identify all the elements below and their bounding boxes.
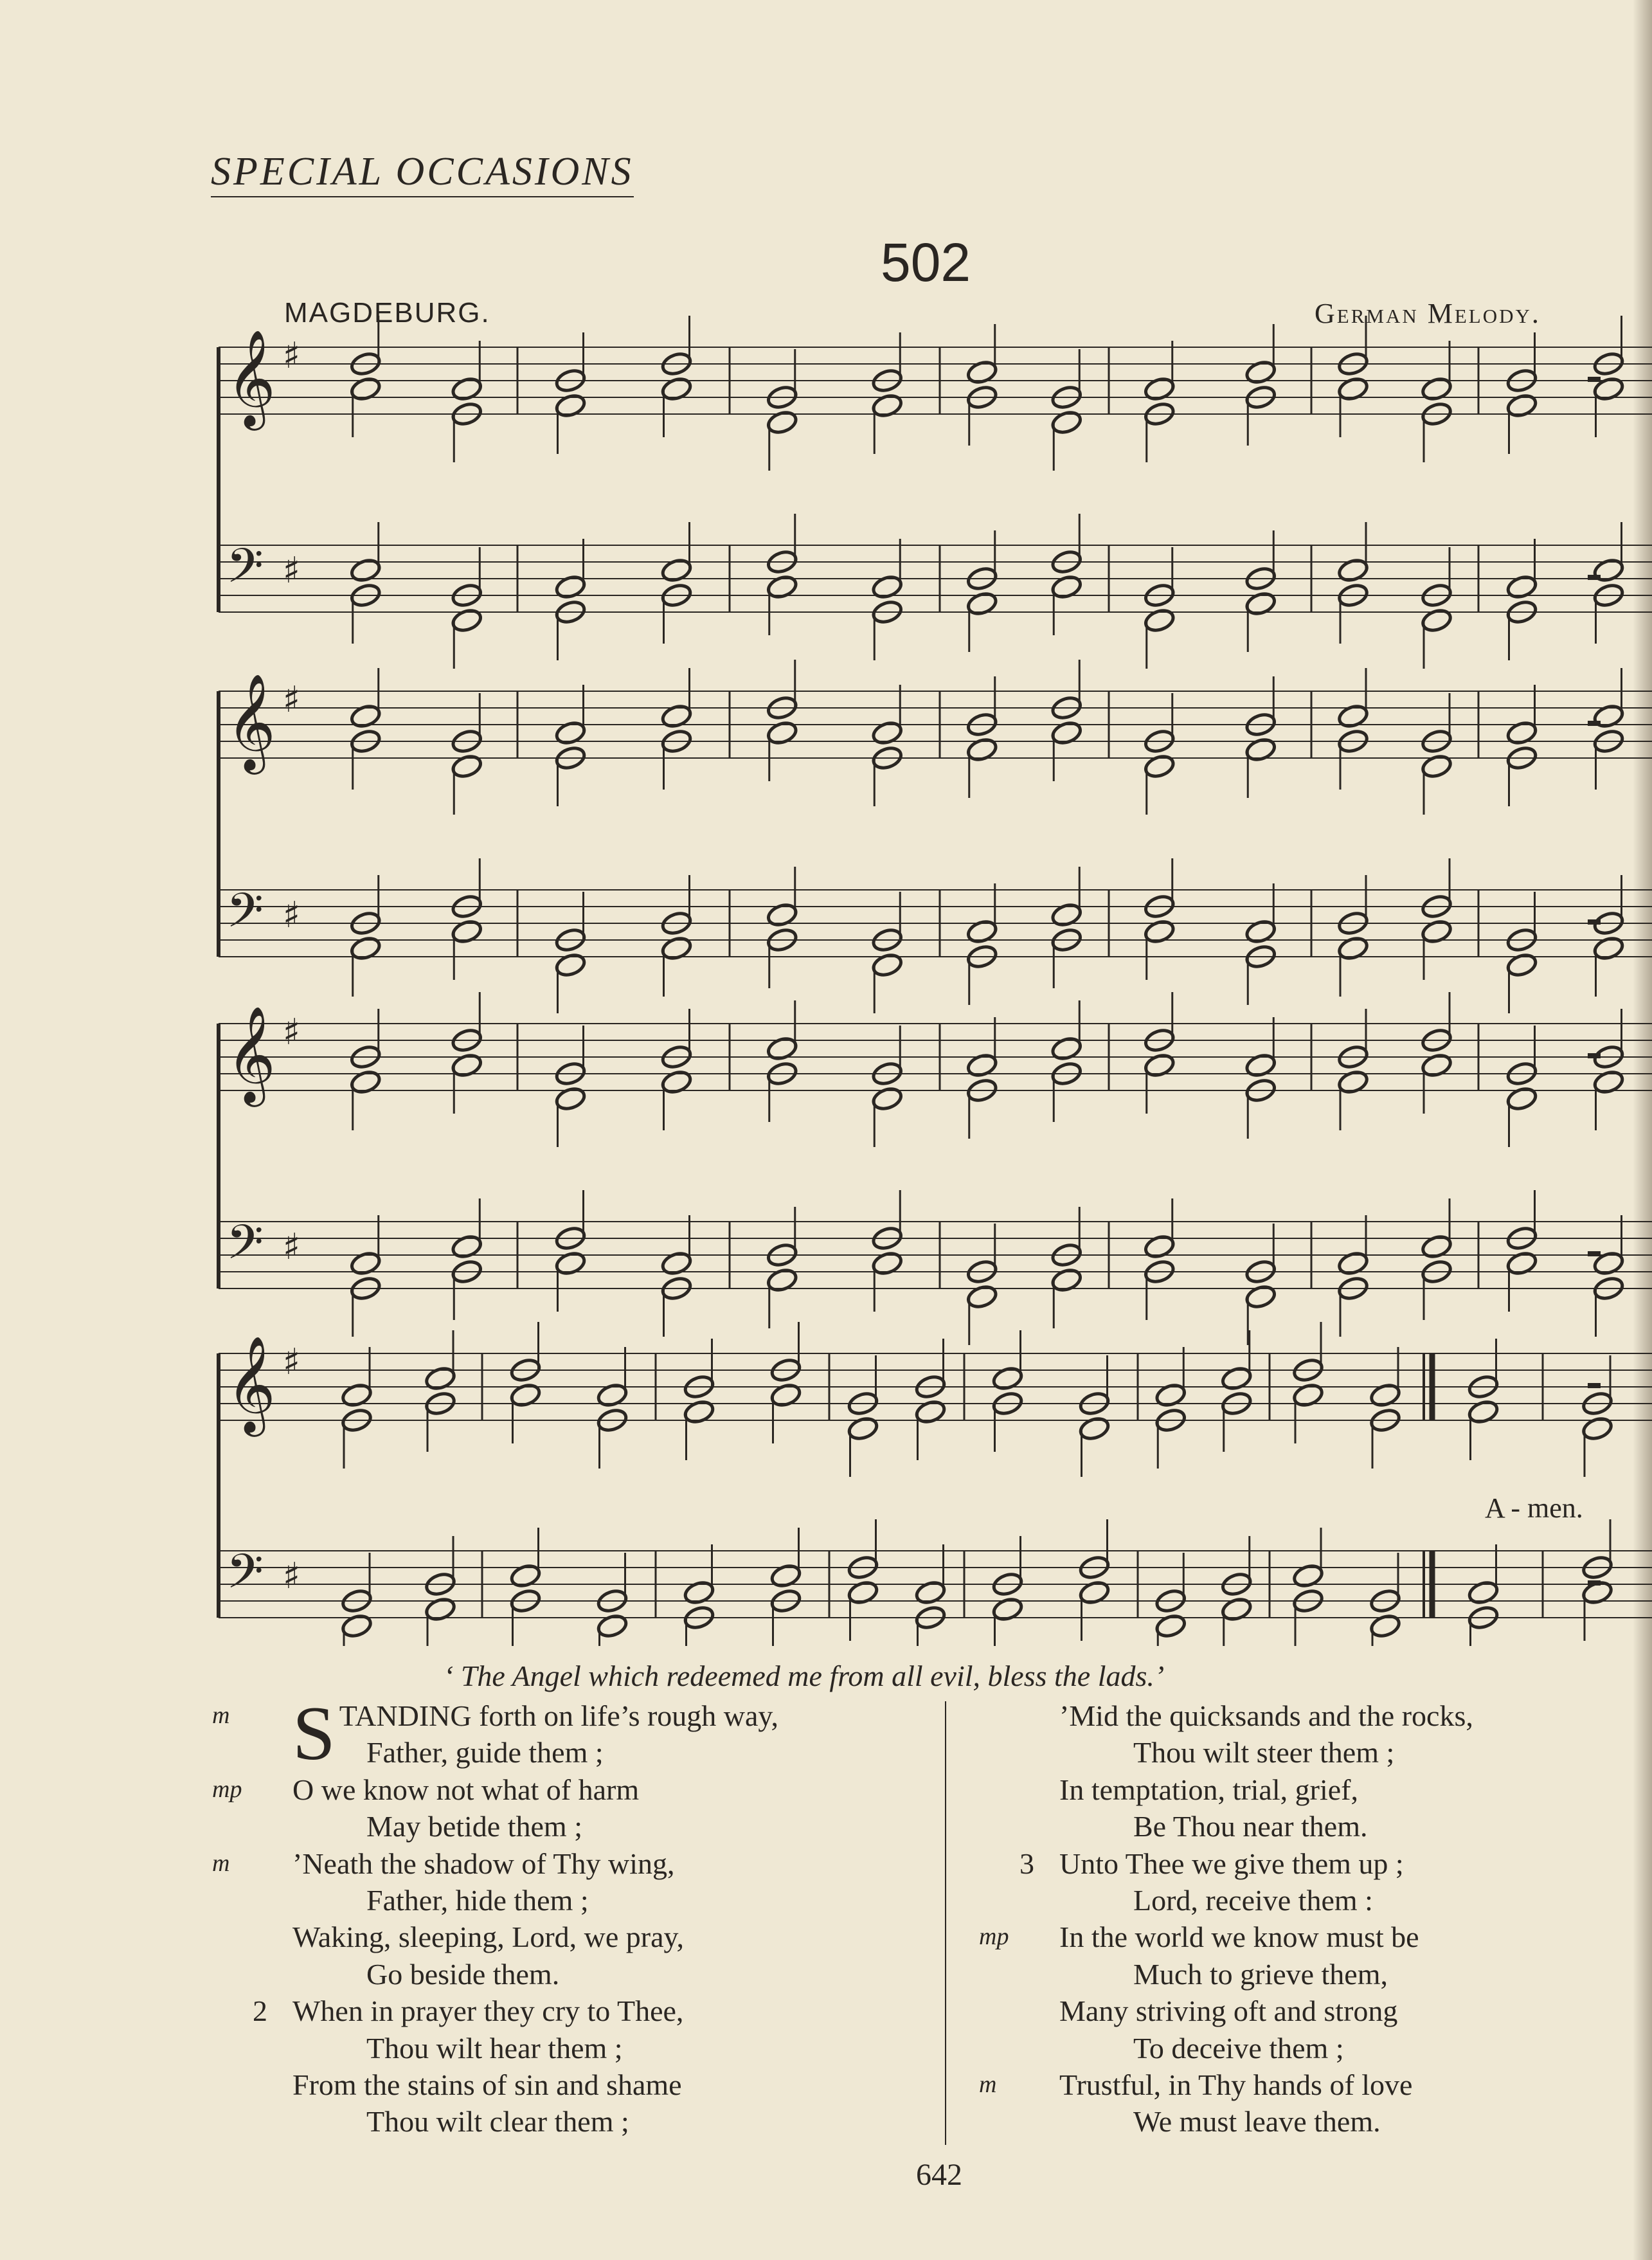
half-note [1369, 1613, 1402, 1639]
half-note [1154, 1613, 1187, 1639]
half-note [766, 901, 798, 928]
half-note [424, 1596, 457, 1622]
section-title: SPECIAL OCCASIONS [211, 149, 634, 197]
half-note [660, 703, 693, 729]
half-note [660, 935, 693, 961]
half-note [1592, 935, 1625, 961]
dynamic-marking: m [979, 2071, 997, 2099]
half-note [766, 1035, 798, 1062]
verse-text: Thou wilt clear them ; [366, 2105, 629, 2138]
sharp-sign: ♯ [283, 550, 301, 592]
half-note [871, 719, 904, 746]
half-rest [1588, 721, 1601, 726]
amen-lyric: A - men. [1485, 1492, 1583, 1524]
half-note [1467, 1579, 1500, 1605]
half-note [1244, 918, 1277, 945]
half-note [1244, 1052, 1277, 1078]
half-note [1292, 1562, 1325, 1589]
verse-text: Thou wilt steer them ; [1133, 1736, 1395, 1769]
half-note [1505, 392, 1538, 419]
verse-line [1059, 1697, 1638, 1734]
half-note [1050, 719, 1083, 746]
half-note [349, 1069, 382, 1095]
half-note [965, 918, 998, 945]
half-note [451, 753, 483, 779]
verses-right-column [979, 1697, 1638, 2140]
bass-clef: 𝄢 [226, 883, 264, 950]
half-note [871, 1250, 904, 1276]
half-note [1244, 590, 1277, 617]
verse-text: May betide them ; [366, 1810, 582, 1843]
half-note [871, 392, 904, 419]
half-note [871, 574, 904, 600]
verse-line [292, 1734, 942, 1771]
half-note [596, 1382, 629, 1408]
verse-text: ’Neath the shadow of Thy wing, [292, 1847, 675, 1880]
half-note [1050, 409, 1083, 435]
half-note [596, 1613, 629, 1639]
half-note [766, 574, 798, 600]
half-note [766, 719, 798, 746]
half-note [1337, 557, 1370, 583]
half-note [451, 1052, 483, 1078]
verse-line [979, 1919, 1638, 1955]
half-note [683, 1398, 715, 1425]
verse-number: 3 [1019, 1847, 1034, 1880]
half-note [1421, 607, 1453, 633]
half-note [1337, 1069, 1370, 1095]
half-note [1220, 1596, 1253, 1622]
half-note [509, 1382, 542, 1408]
sharp-sign: ♯ [283, 894, 301, 936]
half-note [847, 1415, 879, 1442]
verse-line [292, 1808, 942, 1845]
verse-line [253, 1993, 942, 2029]
half-note [847, 1579, 879, 1605]
composer-credit: German Melody. [1315, 298, 1541, 329]
half-note [1143, 1052, 1176, 1078]
verse-line [292, 2030, 942, 2066]
half-note [660, 1250, 693, 1276]
half-note [554, 1085, 587, 1112]
half-rest [1588, 1580, 1601, 1586]
half-note [1143, 607, 1176, 633]
verse-text: When in prayer they cry to Thee, [292, 1994, 684, 2028]
column-divider [945, 1701, 946, 2145]
verse-line [1059, 1808, 1638, 1845]
verse-text: Waking, sleeping, Lord, we pray, [292, 1921, 685, 1954]
half-note [1050, 1035, 1083, 1062]
verse-line [292, 1956, 942, 1993]
verse-line [1059, 1882, 1638, 1919]
half-note [769, 1562, 802, 1589]
verse-text: Father, hide them ; [366, 1884, 589, 1917]
verse-text: Many striving oft and strong [1059, 1994, 1398, 2028]
verse-text: In the world we know must be [1059, 1921, 1419, 1954]
half-note [914, 1398, 947, 1425]
verse-text: From the stains of sin and shame [292, 2068, 682, 2102]
half-note [683, 1579, 715, 1605]
verse-line [212, 1845, 942, 1882]
half-note [965, 1283, 998, 1310]
half-note [554, 952, 587, 978]
treble-clef: 𝄞 [226, 1005, 276, 1103]
half-rest [1588, 377, 1601, 382]
half-note [554, 719, 587, 746]
half-note [1337, 935, 1370, 961]
verse-text: Thou wilt hear them ; [366, 2031, 623, 2065]
half-note [1505, 952, 1538, 978]
treble-clef: 𝄞 [226, 329, 276, 426]
half-note [660, 1069, 693, 1095]
half-note [451, 918, 483, 945]
half-note [349, 557, 382, 583]
epigraph: ‘ The Angel which redeemed me from all evil, bless the lads.’ [444, 1659, 1165, 1692]
verse-line [1059, 1956, 1638, 1993]
half-note [1421, 375, 1453, 402]
verse-text: We must leave them. [1133, 2105, 1381, 2138]
verse-line [212, 1771, 942, 1808]
bass-clef: 𝄢 [226, 1544, 264, 1611]
half-note [1154, 1382, 1187, 1408]
half-note [1050, 901, 1083, 928]
verse-line [1059, 2030, 1638, 2066]
half-note [1505, 1250, 1538, 1276]
half-note [965, 736, 998, 763]
verse-text: Unto Thee we give them up ; [1059, 1847, 1404, 1880]
half-note [871, 1085, 904, 1112]
tune-name: MAGDEBURG. [284, 297, 490, 329]
hymn-number: 502 [881, 232, 971, 293]
half-note [1143, 753, 1176, 779]
treble-clef: 𝄞 [226, 1335, 276, 1433]
half-note [451, 607, 483, 633]
dynamic-marking: mp [212, 1775, 242, 1803]
half-note [349, 703, 382, 729]
verse-line [1059, 1771, 1638, 1808]
half-note [1244, 736, 1277, 763]
half-note [554, 392, 587, 419]
verse-line [292, 1919, 942, 1955]
half-note [871, 952, 904, 978]
dynamic-marking: m [212, 1849, 230, 1877]
half-rest [1588, 1251, 1601, 1256]
half-note [766, 409, 798, 435]
half-note [1421, 753, 1453, 779]
verse-line [979, 2066, 1638, 2103]
half-rest [1588, 575, 1601, 580]
half-note [1292, 1382, 1325, 1408]
verse-text: Trustful, in Thy hands of love [1059, 2068, 1413, 2102]
verse-text: Go beside them. [366, 1957, 560, 1991]
half-note [341, 1613, 373, 1639]
verse-line [1059, 2103, 1638, 2140]
verse-text: ’Mid the quicksands and the rocks, [1059, 1699, 1473, 1732]
half-note [349, 1250, 382, 1276]
half-note [424, 1365, 457, 1391]
verse-line [1059, 1993, 1638, 2029]
verse-line [292, 1882, 942, 1919]
half-note [660, 557, 693, 583]
page-number: 642 [916, 2158, 962, 2192]
verse-text: TANDING forth on life’s rough way, [339, 1699, 778, 1732]
verse-line [1019, 1845, 1638, 1882]
half-note [660, 375, 693, 402]
half-note [1505, 1085, 1538, 1112]
half-note [769, 1382, 802, 1408]
half-note [1505, 574, 1538, 600]
sharp-sign: ♯ [283, 1341, 301, 1383]
verse-text: To deceive them ; [1133, 2031, 1344, 2065]
half-rest [1588, 919, 1601, 925]
verse-line [292, 2066, 942, 2103]
half-note [509, 1562, 542, 1589]
half-note [349, 375, 382, 402]
half-note [965, 1052, 998, 1078]
half-note [1421, 918, 1453, 945]
half-note [1244, 1283, 1277, 1310]
dynamic-marking: m [212, 1702, 230, 1729]
half-note [1421, 1052, 1453, 1078]
half-rest [1588, 1053, 1601, 1058]
half-note [1592, 1069, 1625, 1095]
half-note [914, 1579, 947, 1605]
verse-text: Lord, receive them : [1133, 1884, 1373, 1917]
verse-text: In temptation, trial, grief, [1059, 1773, 1358, 1806]
verse-number: 2 [253, 1994, 267, 2028]
half-note [1369, 1382, 1402, 1408]
bass-clef: 𝄢 [226, 538, 264, 606]
half-note [1143, 1233, 1176, 1260]
half-note [1467, 1398, 1500, 1425]
half-note [1143, 375, 1176, 402]
half-note [1143, 918, 1176, 945]
half-note [1078, 1579, 1111, 1605]
sharp-sign: ♯ [283, 679, 301, 721]
half-note [1581, 1415, 1614, 1442]
drop-cap: S [292, 1690, 336, 1776]
half-note [341, 1382, 373, 1408]
half-note [1337, 375, 1370, 402]
half-rest [1588, 1383, 1601, 1388]
half-note [554, 1250, 587, 1276]
sharp-sign: ♯ [283, 335, 301, 377]
sharp-sign: ♯ [283, 1226, 301, 1268]
half-note [1078, 1415, 1111, 1442]
verse-text: Be Thou near them. [1133, 1810, 1368, 1843]
verse-text: O we know not what of harm [292, 1773, 640, 1806]
verse-text: Much to grieve them, [1133, 1957, 1388, 1991]
half-note [554, 574, 587, 600]
verse-line [1059, 1734, 1638, 1771]
half-note [1050, 1267, 1083, 1293]
half-note [1220, 1365, 1253, 1391]
half-note [349, 935, 382, 961]
half-note [766, 1267, 798, 1293]
half-note [1505, 719, 1538, 746]
half-note [1050, 574, 1083, 600]
half-note [1337, 703, 1370, 729]
half-note [991, 1596, 1024, 1622]
half-note [451, 1233, 483, 1260]
verse-line [292, 2103, 942, 2140]
half-note [1337, 1250, 1370, 1276]
sharp-sign: ♯ [283, 1011, 301, 1053]
sharp-sign: ♯ [283, 1555, 301, 1597]
bass-clef: 𝄢 [226, 1215, 264, 1282]
half-note [965, 359, 998, 385]
verses-left-column [212, 1690, 942, 2140]
half-note [1244, 359, 1277, 385]
dynamic-marking: mp [979, 1923, 1009, 1951]
half-note [991, 1365, 1024, 1391]
verse-text: Father, guide them ; [366, 1736, 604, 1769]
treble-clef: 𝄞 [226, 673, 276, 770]
half-note [451, 375, 483, 402]
half-note [1421, 1233, 1453, 1260]
half-note [965, 590, 998, 617]
